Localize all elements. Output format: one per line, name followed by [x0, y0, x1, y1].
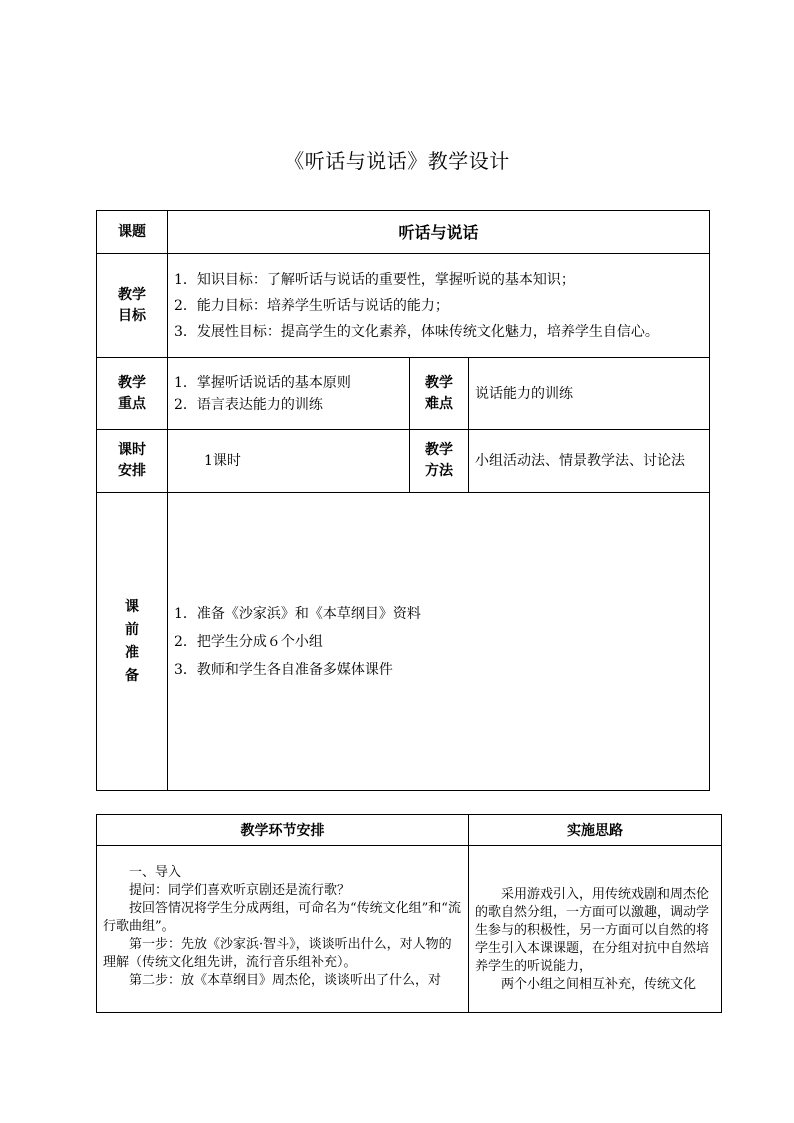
key-points-row: [97, 358, 710, 430]
preparation-row: [97, 493, 710, 791]
lesson-plan-table: [96, 210, 710, 791]
preparation-item: 1．准备《沙家浜》和《本草纲目》资料: [174, 605, 421, 622]
schedule-value: 1课时: [168, 430, 410, 493]
lesson-label: 课题: [97, 211, 168, 254]
step-line: 第一步：先放《沙家浜·智斗》，谈谈听出什么，对人物的理解（传统文化组先讲，流行音乐组补充）。: [103, 937, 452, 970]
process-col1-header: 教学环节安排: [97, 815, 469, 846]
schedule-row: [97, 430, 710, 493]
step-line: 第二步：放《本草纲目》周杰伦，谈谈听出了什么，对: [129, 973, 442, 988]
key-point-item: 1．掌握听话说话的基本原则: [174, 374, 351, 391]
step-line: 提问：同学们喜欢听京剧还是流行歌？: [129, 883, 351, 898]
process-col2-header: 实施思路: [469, 815, 722, 846]
objective-item: 1．知识目标：了解听话与说话的重要性，掌握听说的基本知识；: [174, 271, 575, 288]
rationale-line: 采用游戏引入，用传统戏剧和周杰伦的歌自然分组，一方面可以激趣，调动学生参与的积极性，另一方面可以自然的将学生引入本课课题，在分组对抗中自然培养学生的听说能力，: [475, 887, 710, 974]
key-point-item: 2．语言表达能力的训练: [174, 396, 323, 413]
preparation-item: 3．教师和学生各自准备多媒体课件: [174, 661, 393, 678]
difficulties-value: 说话能力的训练: [469, 358, 710, 430]
page-title: 《听话与说话》教学设计: [284, 149, 510, 173]
objective-item: 3．发展性目标：提高学生的文化素养，体味传统文化魅力，培养学生自信心。: [174, 323, 659, 340]
schedule-label: 课时 安排: [97, 430, 168, 493]
preparation-item: 2．把学生分成６个小组: [174, 633, 323, 650]
rationale-line: 两个小组之间相互补充，传统文化: [501, 977, 697, 992]
preparation-list: [168, 493, 710, 791]
lesson-value: 听话与说话: [168, 211, 710, 254]
objectives-list: [168, 254, 710, 358]
preparation-label: 课 前 准 备: [97, 493, 168, 791]
process-rationale-cell: [469, 846, 722, 1013]
difficulties-label: 教学 难点: [410, 358, 469, 430]
methods-label: 教学 方法: [410, 430, 469, 493]
key-points-label: 教学 重点: [97, 358, 168, 430]
objectives-label: 教学 目标: [97, 254, 168, 358]
objectives-row: [97, 254, 710, 358]
process-body-row: [97, 846, 722, 1013]
process-table: [96, 814, 722, 1013]
objective-item: 2．能力目标：培养学生听话与说话的能力；: [174, 297, 449, 314]
step-line: 一、导入: [129, 865, 182, 880]
process-steps-cell: [97, 846, 469, 1013]
step-line: 按回答情况将学生分成两组，可命名为“传统文化组”和“流行歌曲组”。: [103, 901, 461, 934]
methods-value: 小组活动法、情景教学法、讨论法: [469, 430, 710, 493]
key-points-list: [168, 358, 410, 430]
process-header-row: [97, 815, 722, 846]
lesson-row: [97, 211, 710, 254]
